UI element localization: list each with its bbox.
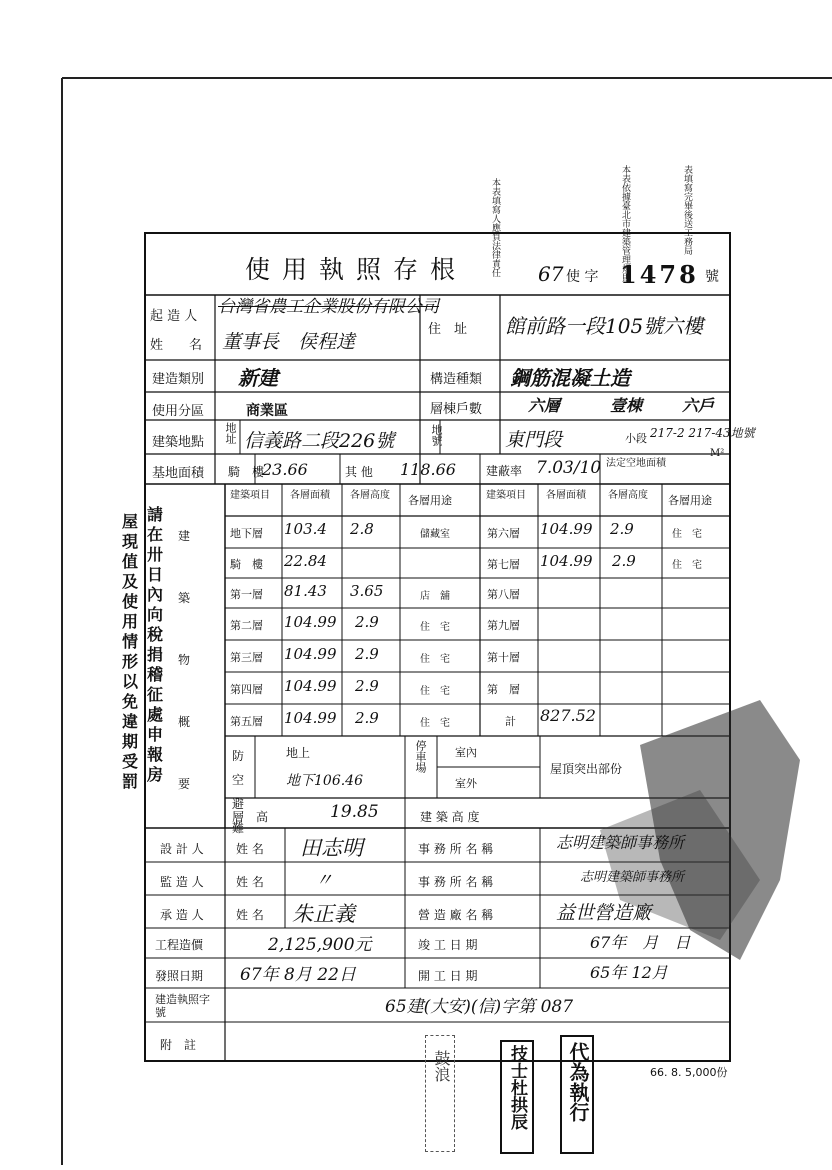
- site-land-extra: 小段: [625, 432, 647, 445]
- site-land-label: 地號: [430, 424, 443, 446]
- floor-area: 104.99: [284, 613, 337, 631]
- floor-use: 儲藏室: [420, 529, 450, 540]
- floor-label: 第一層: [230, 588, 263, 601]
- site-land-no: 217-2 217-43地號: [650, 426, 755, 440]
- shelter-above: 地上: [286, 746, 311, 760]
- contractor-label: 承 造 人: [160, 908, 204, 922]
- cost-value: 2,125,900元: [268, 935, 372, 955]
- coverage-value: 7.03/10: [536, 458, 602, 478]
- remarks-label: 附 註: [160, 1038, 197, 1052]
- floor-use: 住 宅: [672, 529, 702, 540]
- height-label: 層 高: [232, 810, 269, 824]
- designer-name: 田志明: [300, 836, 363, 860]
- floor-area: 104.99: [284, 677, 337, 695]
- issue-label: 發照日期: [155, 969, 204, 983]
- license-suffix: 號: [705, 269, 719, 285]
- floor-height: 3.65: [350, 582, 384, 600]
- permit-value: 65建(大安)(信)字第 087: [385, 997, 574, 1017]
- floor-label: 第五層: [230, 715, 263, 728]
- floor-use: 住 宅: [672, 560, 702, 571]
- contractor-company: 益世營造廠: [556, 902, 652, 924]
- other-label: 其 他: [345, 465, 373, 479]
- margin-note-col-b: 請在卅日內向稅捐稽征處申報房: [146, 505, 163, 784]
- floor-label: 第二層: [230, 619, 263, 632]
- arcade-label: 騎 樓: [228, 465, 265, 479]
- start-label: 開 工 日 期: [418, 969, 478, 983]
- designer-office-label: 事 務 所 名 稱: [418, 842, 494, 856]
- parking-in: 室內: [455, 746, 477, 759]
- designer-label: 設 計 人: [160, 842, 204, 856]
- site-addr-value: 信義路二段226號: [244, 430, 395, 452]
- shelter-label: 防 空 避 難: [232, 749, 257, 835]
- address-label: 住 址: [428, 322, 468, 337]
- floor-label: 第六層: [487, 527, 520, 540]
- supervisor-name-label: 姓 名: [236, 875, 264, 889]
- builder-value: 台灣省農工企業股份有限公司: [218, 297, 439, 317]
- floor-label: 第 層: [487, 683, 520, 696]
- start-value: 65年 12月: [590, 963, 668, 982]
- side-header-col2: 本表依據臺北市建築管理規則: [620, 165, 630, 282]
- floor-use: 住 宅: [420, 686, 450, 697]
- builder-label: 起 造 人: [150, 309, 198, 324]
- name-label: 姓 名: [150, 338, 203, 353]
- floor-height: 2.9: [355, 645, 379, 663]
- floor-label: 地下層: [230, 527, 263, 540]
- supervisor-label: 監 造 人: [160, 875, 204, 889]
- issue-value: 67年 8月 22日: [240, 965, 356, 985]
- contractor-company-label: 營 造 廠 名 稱: [418, 908, 494, 922]
- height-value: 19.85: [330, 802, 379, 822]
- structure-value: 鋼筋混凝土造: [510, 366, 630, 390]
- stamp-2-text: 技士杜拱辰: [507, 1045, 527, 1130]
- floors-value-1: 六層: [528, 396, 561, 415]
- floor-label: 第十層: [487, 651, 520, 664]
- floor-header-right-item: 建築項目: [486, 490, 526, 501]
- floor-area-total: 827.52: [540, 706, 596, 725]
- floor-header-left-height: 各層高度: [350, 490, 390, 501]
- supervisor-name: 〃: [315, 870, 333, 891]
- other-value: 118.66: [400, 460, 456, 479]
- floor-height: 2.9: [612, 552, 636, 570]
- site-addr-label: 地址: [224, 422, 237, 444]
- floor-height: 2.9: [355, 613, 379, 631]
- license-prefix: 使 字: [566, 269, 599, 285]
- completion-label: 竣 工 日 期: [418, 938, 478, 952]
- floor-label: 騎 樓: [230, 558, 263, 571]
- contractor-name-label: 姓 名: [236, 908, 264, 922]
- floor-height: 2.9: [355, 709, 379, 727]
- floor-label: 第九層: [487, 619, 520, 632]
- side-header-col1: 本表填寫人應負法律責任: [490, 178, 500, 277]
- zone-label: 使用分區: [152, 404, 205, 419]
- zone-value: 商業區: [246, 403, 288, 419]
- margin-note-col-a: 屋現值及使用情形以免違期受罰: [121, 512, 138, 791]
- parking-out: 室外: [455, 777, 477, 790]
- cost-label: 工程造價: [155, 938, 204, 952]
- floor-header-left-area: 各層面積: [290, 490, 330, 501]
- floors-value-2: 壹棟: [610, 396, 643, 415]
- legal-area-label: 法定空地面積: [606, 458, 666, 469]
- completion-value: 67年 月 日: [590, 933, 691, 952]
- floor-area: 104.99: [540, 520, 593, 538]
- floor-header-right-area: 各層面積: [546, 490, 586, 501]
- form-title: 使用執照存根: [245, 255, 468, 284]
- name-value: 董事長 侯程達: [222, 331, 356, 353]
- floors-value-3: 六戶: [682, 396, 715, 415]
- designer-name-label: 姓 名: [236, 842, 264, 856]
- floor-header-right-use: 各層用途: [668, 494, 712, 507]
- floor-header-left-use: 各層用途: [408, 494, 452, 507]
- floor-label: 計: [505, 715, 516, 728]
- floor-area: 104.99: [284, 645, 337, 663]
- floors-label: 層棟戶數: [430, 402, 483, 417]
- designer-office: 志明建築師事務所: [556, 833, 685, 852]
- floor-header-right-height: 各層高度: [608, 490, 648, 501]
- supervisor-office-label: 事 務 所 名 稱: [418, 875, 494, 889]
- address-value: 館前路一段105號六樓: [505, 314, 704, 338]
- site-land-value: 東門段: [505, 429, 563, 451]
- floor-area: 81.43: [284, 582, 327, 600]
- site-label: 建築地點: [152, 435, 205, 450]
- structure-label: 構造種類: [430, 372, 483, 387]
- stamp-1-text: 鼓浪: [432, 1050, 451, 1082]
- contractor-name: 朱正義: [292, 902, 355, 926]
- floor-use: 店 舖: [420, 591, 450, 602]
- floor-header-left-item: 建築項目: [230, 490, 270, 501]
- floor-area: 104.99: [540, 552, 593, 570]
- coverage-label: 建蔽率: [486, 464, 523, 478]
- floor-label: 第四層: [230, 683, 263, 696]
- parking-label: 停車場: [414, 740, 427, 773]
- license-number: 1478: [620, 260, 699, 289]
- floor-area: 22.84: [284, 552, 327, 570]
- floor-area: 103.4: [284, 520, 327, 538]
- floor-use: 住 宅: [420, 622, 450, 633]
- base-area-label: 基地面積: [152, 466, 205, 481]
- supervisor-office: 志明建築師事務所: [580, 870, 685, 885]
- floor-area: 104.99: [284, 709, 337, 727]
- permit-label: 建造執照字號: [155, 993, 210, 1019]
- floor-height: 2.9: [355, 677, 379, 695]
- floor-height: 2.8: [350, 520, 374, 538]
- side-header-col3: 表填寫完畢後送工務局: [682, 165, 692, 255]
- floor-label: 第七層: [487, 558, 520, 571]
- category-label: 建造類別: [152, 372, 205, 387]
- category-value: 新建: [238, 366, 278, 390]
- bldg-height-label: 建 築 高 度: [420, 810, 480, 824]
- arcade-value: 23.66: [262, 460, 308, 479]
- floor-use: 住 宅: [420, 718, 450, 729]
- floor-label: 第八層: [487, 588, 520, 601]
- floor-height: 2.9: [610, 520, 634, 538]
- floor-label: 第三層: [230, 651, 263, 664]
- stamp-3-text: 代為執行: [566, 1042, 590, 1122]
- roof-label: 屋頂突出部份: [550, 762, 623, 776]
- license-year: 67: [538, 262, 564, 286]
- footer-print: 66. 8. 5,000份: [650, 1066, 728, 1079]
- unit-m2-top: M²: [710, 448, 725, 459]
- floor-use: 住 宅: [420, 654, 450, 665]
- shelter-below: 地下106.46: [286, 773, 363, 789]
- margin-note-col-c: 建築物概要: [177, 529, 190, 791]
